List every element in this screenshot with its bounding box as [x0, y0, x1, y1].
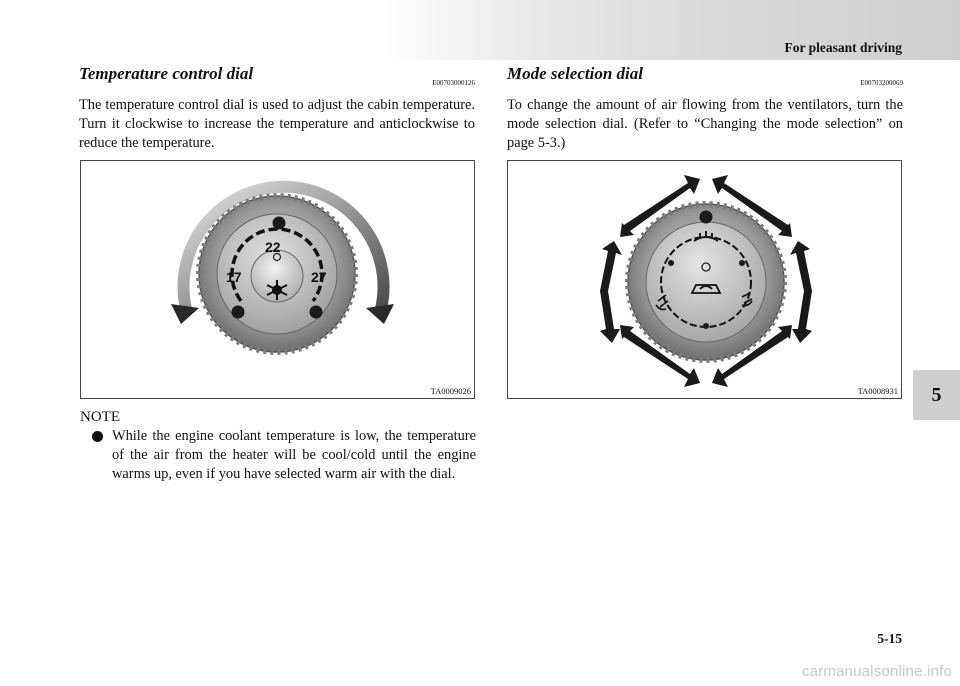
dial-label-27: 27	[311, 269, 327, 285]
mode-section-heading	[507, 62, 903, 90]
note-block	[80, 410, 476, 484]
dial-label-22: 22	[265, 239, 281, 255]
note-item	[80, 427, 476, 484]
running-head: For pleasant driving	[784, 40, 902, 55]
note-item-text: While the engine coolant temperature is low, the temperature of the air from the heater will be cool/cold until the engine warms up, even if you have selected warm air with the dial.	[112, 428, 476, 482]
dial-label-17: 17	[226, 269, 242, 285]
note-label: NOTE	[80, 409, 120, 425]
mode-dial-figure	[507, 160, 902, 399]
temperature-section-body: The temperature control dial is used to adjust the cabin temperature. Turn it clockwise to increase the temperature and anticlockwise to reduce the temperature.	[79, 97, 475, 151]
mode-figure-id: TA0008931	[857, 386, 898, 396]
mode-section-body: To change the amount of air flowing from the ventilators, turn the mode selection dial. (Refer to “Changing the mode selection” on page 5-3.)	[507, 97, 903, 151]
mode-dial-illustration	[508, 161, 903, 400]
right-arrow-head	[366, 304, 394, 324]
mode-section-code: E00703200069	[860, 79, 903, 87]
arrow-left	[600, 241, 622, 343]
watermark: carmanualsonline.info	[801, 663, 952, 680]
bullet-icon	[92, 431, 103, 442]
page-number: 5-15	[877, 631, 902, 646]
mode-section	[507, 62, 903, 153]
temperature-section-heading	[79, 62, 475, 90]
temperature-figure-id: TA0009026	[430, 386, 471, 396]
arrow-right	[790, 241, 812, 343]
mode-section-title: Mode selection dial	[507, 64, 643, 83]
temperature-section-title: Temperature control dial	[79, 64, 254, 83]
temperature-dial-illustration	[81, 161, 476, 400]
chapter-number: 5	[931, 383, 942, 406]
left-arrow-head	[171, 304, 199, 324]
chapter-tab	[913, 370, 960, 420]
temperature-dial-figure	[80, 160, 475, 399]
temperature-section	[79, 62, 475, 153]
temperature-section-code: E00703000126	[432, 79, 475, 87]
